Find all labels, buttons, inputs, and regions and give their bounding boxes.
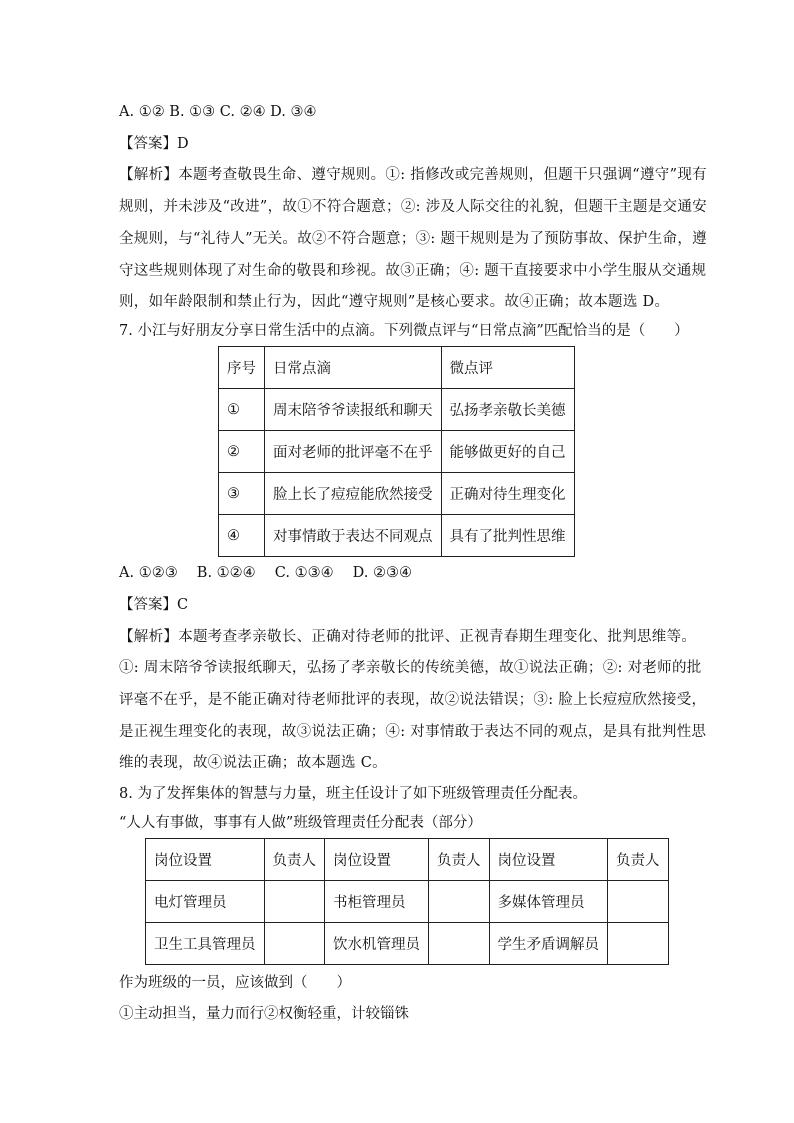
table-cell: 书柜管理员: [325, 881, 429, 923]
table-cell: 能够做更好的自己: [441, 431, 574, 473]
q6-analysis-line-4: 守这些规则体现了对生命的敬畏和珍视。故③正确；④: 题干直接要求中小学生服从交通规: [119, 263, 707, 279]
table-cell: 对事情敢于表达不同观点: [265, 515, 442, 557]
table-cell: [608, 881, 669, 923]
table-header-cell: 序号: [219, 347, 265, 389]
table-row: [219, 389, 575, 431]
table-row: [146, 839, 669, 881]
table-cell: ②: [219, 431, 265, 473]
table-row: [146, 923, 669, 965]
table-cell: ①: [219, 389, 265, 431]
table-cell: 脸上长了痘痘能欣然接受: [265, 473, 442, 515]
table-cell: ③: [219, 473, 265, 515]
table-row: [219, 515, 575, 557]
table-row: [219, 347, 575, 389]
q8-option-line: ①主动担当，量力而行②权衡轻重，计较锱铢: [119, 1006, 409, 1022]
table-header-cell: 负责人: [429, 839, 490, 881]
table-header-cell: 岗位设置: [146, 839, 265, 881]
table-header-cell: 负责人: [264, 839, 325, 881]
table-cell: 正确对待生理变化: [441, 473, 574, 515]
table-cell: 饮水机管理员: [325, 923, 429, 965]
table-cell: 弘扬孝亲敬长美德: [441, 389, 574, 431]
table-cell: 具有了批判性思维: [441, 515, 574, 557]
q7-options: A. ①②③ B. ①②④ C. ①③④ D. ②③④: [119, 565, 413, 581]
q6-analysis-line-5: 则，如年龄限制和禁止行为，因此“遵守规则”是核心要求。故④正确；故本题选 D。: [119, 294, 670, 310]
q8-question: 作为班级的一员，应该做到（ ）: [119, 975, 351, 991]
table-cell: [264, 923, 325, 965]
q7-analysis-line-1: 【解析】本题考查孝亲敬长、正确对待老师的批评、正视青春期生理变化、批判思维等。: [119, 629, 697, 645]
table-cell: 周末陪爷爷读报纸和聊天: [265, 389, 442, 431]
q6-analysis-line-1: 【解析】本题考查敬畏生命、遵守规则。①: 指修改或完善规则，但题干只强调“遵守”现有: [119, 167, 707, 183]
table-header-cell: 岗位设置: [325, 839, 429, 881]
table-cell: 面对老师的批评毫不在乎: [265, 431, 442, 473]
q8-table: [145, 838, 669, 965]
q7-analysis-line-3: 评毫不在乎，是不能正确对待老师批评的表现，故②说法错误；③: 脸上长痘痘欣然接受，: [119, 692, 707, 708]
table-row: [219, 431, 575, 473]
table-row: [219, 473, 575, 515]
q6-analysis-line-2: 规则，并未涉及“改进”，故①不符合题意；②: 涉及人际交往的礼貌，但题干主题是交通安: [119, 199, 707, 215]
table-header-cell: 微点评: [441, 347, 574, 389]
q6-analysis-line-3: 全规则，与“礼待人”无关。故②不符合题意；③: 题干规则是为了预防事故、保护生命，遵: [119, 231, 707, 247]
table-header-cell: 日常点滴: [265, 347, 442, 389]
table-cell: 学生矛盾调解员: [489, 923, 608, 965]
q7-analysis-line-2: ①: 周末陪爷爷读报纸聊天，弘扬了孝亲敬长的传统美德，故①说法正确；②: 对老师的批: [119, 660, 702, 676]
table-cell: ④: [219, 515, 265, 557]
q7-stem: 7. 小江与好朋友分享日常生活中的点滴。下列微点评与“日常点滴”匹配恰当的是（ ）: [119, 323, 689, 339]
q6-answer: 【答案】D: [119, 136, 189, 152]
q7-answer: 【答案】C: [119, 597, 189, 613]
table-row: [146, 881, 669, 923]
table-cell: 电灯管理员: [146, 881, 265, 923]
q8-stem: 8. 为了发挥集体的智慧与力量，班主任设计了如下班级管理责任分配表。: [119, 786, 587, 802]
q7-table: [218, 346, 575, 557]
table-header-cell: 岗位设置: [489, 839, 608, 881]
q7-analysis-line-4: 是正视生理变化的表现，故③说法正确；④: 对事情敢于表达不同的观点，是具有批判性思: [119, 724, 707, 740]
table-cell: [429, 923, 490, 965]
table-cell: 卫生工具管理员: [146, 923, 265, 965]
q7-analysis-line-5: 维的表现，故④说法正确；故本题选 C。: [119, 755, 387, 771]
table-cell: [608, 923, 669, 965]
table-cell: [264, 881, 325, 923]
q6-options: A. ①② B. ①③ C. ②④ D. ③④: [119, 104, 317, 120]
table-header-cell: 负责人: [608, 839, 669, 881]
table-cell: 多媒体管理员: [489, 881, 608, 923]
q8-table-title: “人人有事做，事事有人做”班级管理责任分配表（部分）: [119, 815, 482, 831]
table-cell: [429, 881, 490, 923]
